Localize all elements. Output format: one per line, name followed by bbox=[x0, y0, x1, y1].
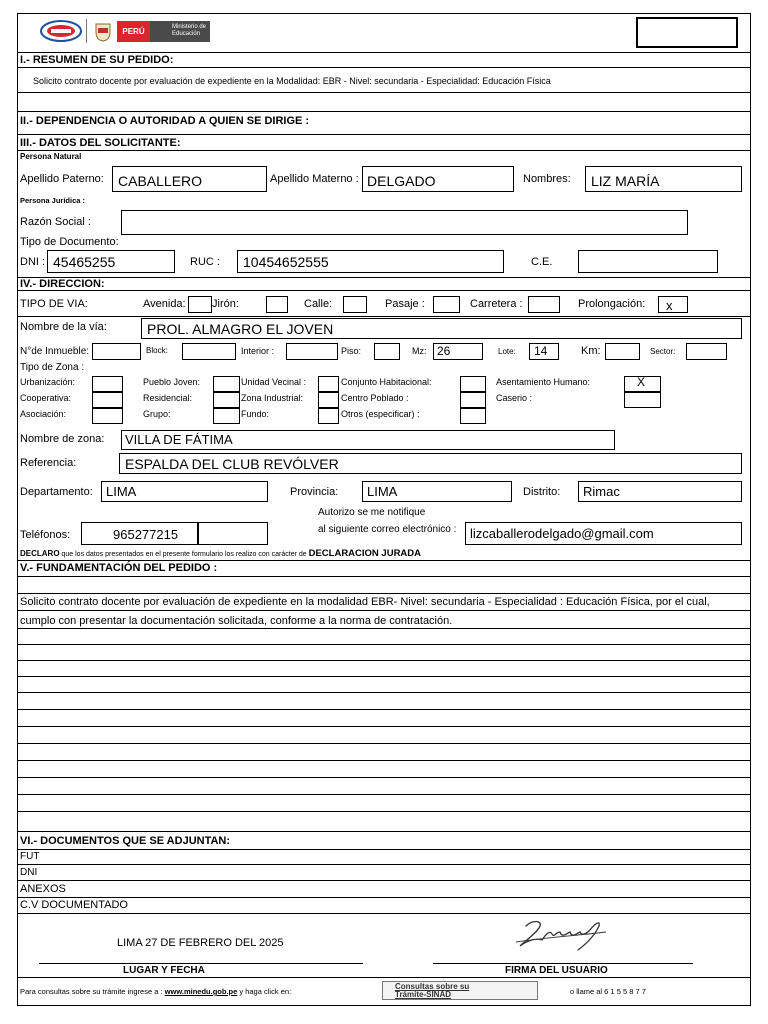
mz-value: 26 bbox=[437, 344, 451, 358]
rule bbox=[17, 67, 751, 68]
resumen-text: Solicito contrato docente por evaluación de expediente en la Modalidad: EBR - Nivel: secundaria - Especialidad: Educación Física bbox=[33, 76, 551, 86]
otros-label: Otros (especificar) : bbox=[341, 409, 420, 419]
asociacion-checkbox[interactable] bbox=[92, 408, 123, 424]
ruled-line bbox=[17, 692, 751, 693]
fundo-label: Fundo: bbox=[241, 409, 270, 419]
consultas-line bbox=[20, 988, 291, 996]
fundamentacion-line-2: cumplo con presentar la documentación solicitada, conforme a la norma de contratación. bbox=[20, 615, 453, 627]
dni-label: DNI : bbox=[20, 256, 46, 268]
ruled-line bbox=[17, 628, 751, 629]
block-label: Block: bbox=[146, 346, 168, 355]
interior-field[interactable] bbox=[286, 343, 338, 360]
autorizo-line1: Autorizo se me notifique bbox=[318, 507, 426, 518]
cooperativa-label: Cooperativa: bbox=[20, 393, 72, 403]
referencia-value: ESPALDA DEL CLUB REVÓLVER bbox=[125, 456, 339, 472]
urbanizacion-checkbox[interactable] bbox=[92, 376, 123, 392]
sector-label: Sector: bbox=[650, 347, 676, 356]
pueblo-joven-label: Pueblo Joven: bbox=[143, 377, 201, 387]
llame-text: o llame al 6 1 5 5 8 7 7 bbox=[570, 987, 646, 996]
lugar-fecha-value: LIMA 27 DE FEBRERO DEL 2025 bbox=[117, 937, 284, 949]
lugar-fecha-underline bbox=[39, 963, 363, 964]
declaro-bold: DECLARO bbox=[20, 549, 60, 558]
residencial-label: Residencial: bbox=[143, 393, 193, 403]
avenida-checkbox[interactable] bbox=[188, 296, 212, 313]
autorizo-line2: al siguiente correo electrónico : bbox=[318, 524, 457, 535]
ruled-line bbox=[17, 676, 751, 677]
handwritten-signature-icon bbox=[512, 912, 612, 954]
urbanizacion-label: Urbanización: bbox=[20, 377, 76, 387]
calle-label: Calle: bbox=[304, 298, 333, 310]
email-value: lizcaballerodelgado@gmail.com bbox=[470, 526, 654, 541]
ce-field[interactable] bbox=[578, 250, 718, 273]
conjunto-habitacional-checkbox[interactable] bbox=[460, 376, 486, 392]
ce-label: C.E. bbox=[531, 256, 553, 268]
rule bbox=[17, 897, 751, 898]
apellido-paterno-value: CABALLERO bbox=[118, 173, 203, 189]
consultas-post: y haga click en: bbox=[237, 987, 292, 996]
rule bbox=[17, 52, 751, 53]
section-2-title: II.- DEPENDENCIA O AUTORIDAD A QUIEN SE DIRIGE : bbox=[20, 115, 310, 127]
ruled-line bbox=[17, 743, 751, 744]
peru-badge: PERÚ bbox=[117, 21, 150, 42]
sector-field[interactable] bbox=[686, 343, 727, 360]
zona-industrial-label: Zona Industrial: bbox=[241, 393, 304, 403]
prolongacion-label: Prolongación: bbox=[578, 298, 646, 310]
ruled-line bbox=[17, 777, 751, 778]
rule bbox=[17, 593, 751, 594]
sinad-line1: Consultas sobre su bbox=[395, 982, 470, 991]
tipo-zona-label: Tipo de Zona : bbox=[20, 362, 85, 373]
pueblo-joven-checkbox[interactable] bbox=[213, 376, 240, 392]
section-6-title: VI.- DOCUMENTOS QUE SE ADJUNTAN: bbox=[20, 835, 231, 847]
telefonos-label: Teléfonos: bbox=[20, 529, 71, 541]
departamento-value: LIMA bbox=[106, 484, 137, 499]
sinad-line2: Trámite-SINAD bbox=[395, 990, 452, 999]
piso-field[interactable] bbox=[374, 343, 400, 360]
unidad-vecinal-checkbox[interactable] bbox=[318, 376, 339, 392]
centro-poblado-label: Centro Poblado : bbox=[341, 393, 409, 403]
mz-label: Mz: bbox=[412, 346, 427, 356]
ruled-line bbox=[17, 794, 751, 795]
zona-industrial-checkbox[interactable] bbox=[318, 392, 339, 408]
piso-label: Piso: bbox=[341, 346, 362, 356]
registration-box[interactable] bbox=[636, 17, 738, 48]
residencial-checkbox[interactable] bbox=[213, 392, 240, 408]
rule bbox=[17, 880, 751, 881]
km-field[interactable] bbox=[605, 343, 640, 360]
ruled-line bbox=[17, 811, 751, 812]
asociacion-label: Asociación: bbox=[20, 409, 67, 419]
firma-label: FIRMA DEL USUARIO bbox=[505, 965, 608, 976]
persona-juridica-label: Persona Jurídica : bbox=[20, 196, 86, 205]
ministry-badge: Ministerio de Educación bbox=[150, 21, 210, 42]
prolongacion-checkbox[interactable] bbox=[658, 296, 688, 313]
apellido-materno-value: DELGADO bbox=[367, 173, 436, 189]
doc-item-4: C.V DOCUMENTADO bbox=[20, 899, 128, 911]
signature-image bbox=[512, 912, 612, 954]
tipo-documento-label: Tipo de Documento: bbox=[20, 236, 119, 248]
provincia-value: LIMA bbox=[367, 484, 398, 499]
rule bbox=[17, 864, 751, 865]
ruc-label: RUC : bbox=[190, 256, 220, 268]
conjunto-habitacional-label: Conjunto Habitacional: bbox=[341, 377, 432, 387]
grupo-label: Grupo: bbox=[143, 409, 171, 419]
rule bbox=[17, 977, 751, 978]
nombres-label: Nombres: bbox=[523, 173, 571, 185]
persona-natural-label: Persona Natural bbox=[20, 152, 82, 161]
peru-coat-of-arms-icon bbox=[94, 22, 112, 42]
razon-social-field[interactable] bbox=[121, 210, 688, 235]
km-label: Km: bbox=[581, 345, 601, 357]
rule bbox=[17, 92, 751, 93]
header-divider bbox=[86, 19, 87, 43]
consultas-url[interactable]: www.minedu.gob.pe bbox=[164, 987, 238, 996]
caserio-label: Caserio : bbox=[496, 393, 533, 403]
telefono-field-2[interactable] bbox=[198, 522, 268, 545]
rule bbox=[17, 849, 751, 850]
asentamiento-mark: X bbox=[637, 375, 646, 389]
rule bbox=[17, 576, 751, 577]
lugar-fecha-label: LUGAR Y FECHA bbox=[123, 965, 205, 976]
section-3-title: III.- DATOS DEL SOLICITANTE: bbox=[20, 137, 181, 149]
rule bbox=[17, 111, 751, 112]
rule bbox=[17, 150, 751, 151]
doc-item-2: DNI bbox=[20, 867, 38, 878]
ruc-value: 10454652555 bbox=[243, 254, 329, 270]
doc-item-3: ANEXOS bbox=[20, 883, 66, 895]
telefono-value: 965277215 bbox=[113, 527, 179, 542]
pasaje-label: Pasaje : bbox=[385, 298, 425, 310]
ruled-line bbox=[17, 709, 751, 710]
jiron-checkbox[interactable] bbox=[266, 296, 288, 313]
fundo-checkbox[interactable] bbox=[318, 408, 339, 424]
ruled-line bbox=[17, 644, 751, 645]
dni-value: 45465255 bbox=[53, 254, 116, 270]
avenida-label: Avenida: bbox=[143, 298, 186, 310]
ruled-line bbox=[17, 831, 751, 832]
fundamentacion-line-1: Solicito contrato docente por evaluación de expediente en la modalidad EBR- Nivel: secundaria - Especialidad : Educación Física, por el cual, bbox=[20, 596, 710, 608]
header-logo-badge bbox=[40, 20, 82, 42]
section-4-title: IV.- DIRECCION: bbox=[20, 278, 105, 290]
lote-value: 14 bbox=[534, 344, 548, 358]
rule bbox=[17, 134, 751, 135]
inmueble-label: N°de Inmueble: bbox=[20, 346, 90, 357]
rule bbox=[17, 913, 751, 914]
apellido-paterno-label: Apellido Paterno: bbox=[20, 173, 104, 185]
razon-social-label: Razón Social : bbox=[20, 216, 91, 228]
institution-logo-icon bbox=[40, 20, 82, 42]
nombre-zona-value: VILLA DE FÁTIMA bbox=[125, 432, 233, 447]
section-5-title: V.- FUNDAMENTACIÓN DEL PEDIDO : bbox=[20, 562, 218, 574]
firma-underline bbox=[433, 963, 693, 964]
carretera-checkbox[interactable] bbox=[528, 296, 560, 313]
prolongacion-mark: x bbox=[666, 298, 673, 313]
tipo-via-label: TIPO DE VIA: bbox=[20, 298, 88, 310]
block-field[interactable] bbox=[182, 343, 236, 360]
nombre-zona-label: Nombre de zona: bbox=[20, 433, 105, 445]
ruled-line bbox=[17, 760, 751, 761]
otros-checkbox[interactable] bbox=[460, 408, 486, 424]
rule bbox=[17, 316, 751, 317]
cooperativa-checkbox[interactable] bbox=[92, 392, 123, 408]
declaro-text: que los datos presentados en el presente formulario los realizo con carácter de bbox=[59, 551, 309, 558]
apellido-materno-label: Apellido Materno : bbox=[270, 173, 359, 185]
nombre-via-value: PROL. ALMAGRO EL JOVEN bbox=[147, 321, 334, 337]
section-1-title: I.- RESUMEN DE SU PEDIDO: bbox=[20, 54, 174, 66]
declaracion-line bbox=[20, 549, 421, 559]
referencia-label: Referencia: bbox=[20, 457, 77, 469]
inmueble-field[interactable] bbox=[92, 343, 141, 360]
rule bbox=[17, 560, 751, 561]
lote-label: Lote: bbox=[498, 347, 516, 356]
ruled-line bbox=[17, 726, 751, 727]
asentamiento-humano-label: Asentamiento Humano: bbox=[496, 377, 591, 387]
caserio-checkbox[interactable] bbox=[624, 392, 661, 408]
nombres-value: LIZ MARÍA bbox=[591, 173, 660, 189]
rule bbox=[17, 290, 751, 291]
grupo-checkbox[interactable] bbox=[213, 408, 240, 424]
consultas-pre: Para consultas sobre su trámite ingrese a : bbox=[20, 987, 165, 996]
unidad-vecinal-label: Unidad Vecinal : bbox=[241, 377, 307, 387]
departamento-label: Departamento: bbox=[20, 486, 93, 498]
doc-item-1: FUT bbox=[20, 851, 40, 862]
provincia-label: Provincia: bbox=[290, 486, 339, 498]
ruled-line bbox=[17, 660, 751, 661]
interior-label: Interior : bbox=[241, 346, 275, 356]
nombre-via-label: Nombre de la vía: bbox=[20, 321, 107, 333]
rule bbox=[17, 277, 751, 278]
rule bbox=[17, 610, 751, 611]
declaracion-jurada: DECLARACION JURADA bbox=[308, 548, 422, 559]
centro-poblado-checkbox[interactable] bbox=[460, 392, 486, 408]
distrito-value: Rimac bbox=[583, 484, 620, 499]
calle-checkbox[interactable] bbox=[343, 296, 367, 313]
pasaje-checkbox[interactable] bbox=[433, 296, 460, 313]
distrito-label: Distrito: bbox=[523, 486, 561, 498]
carretera-label: Carretera : bbox=[470, 298, 523, 310]
jiron-label: Jirón: bbox=[212, 298, 239, 310]
